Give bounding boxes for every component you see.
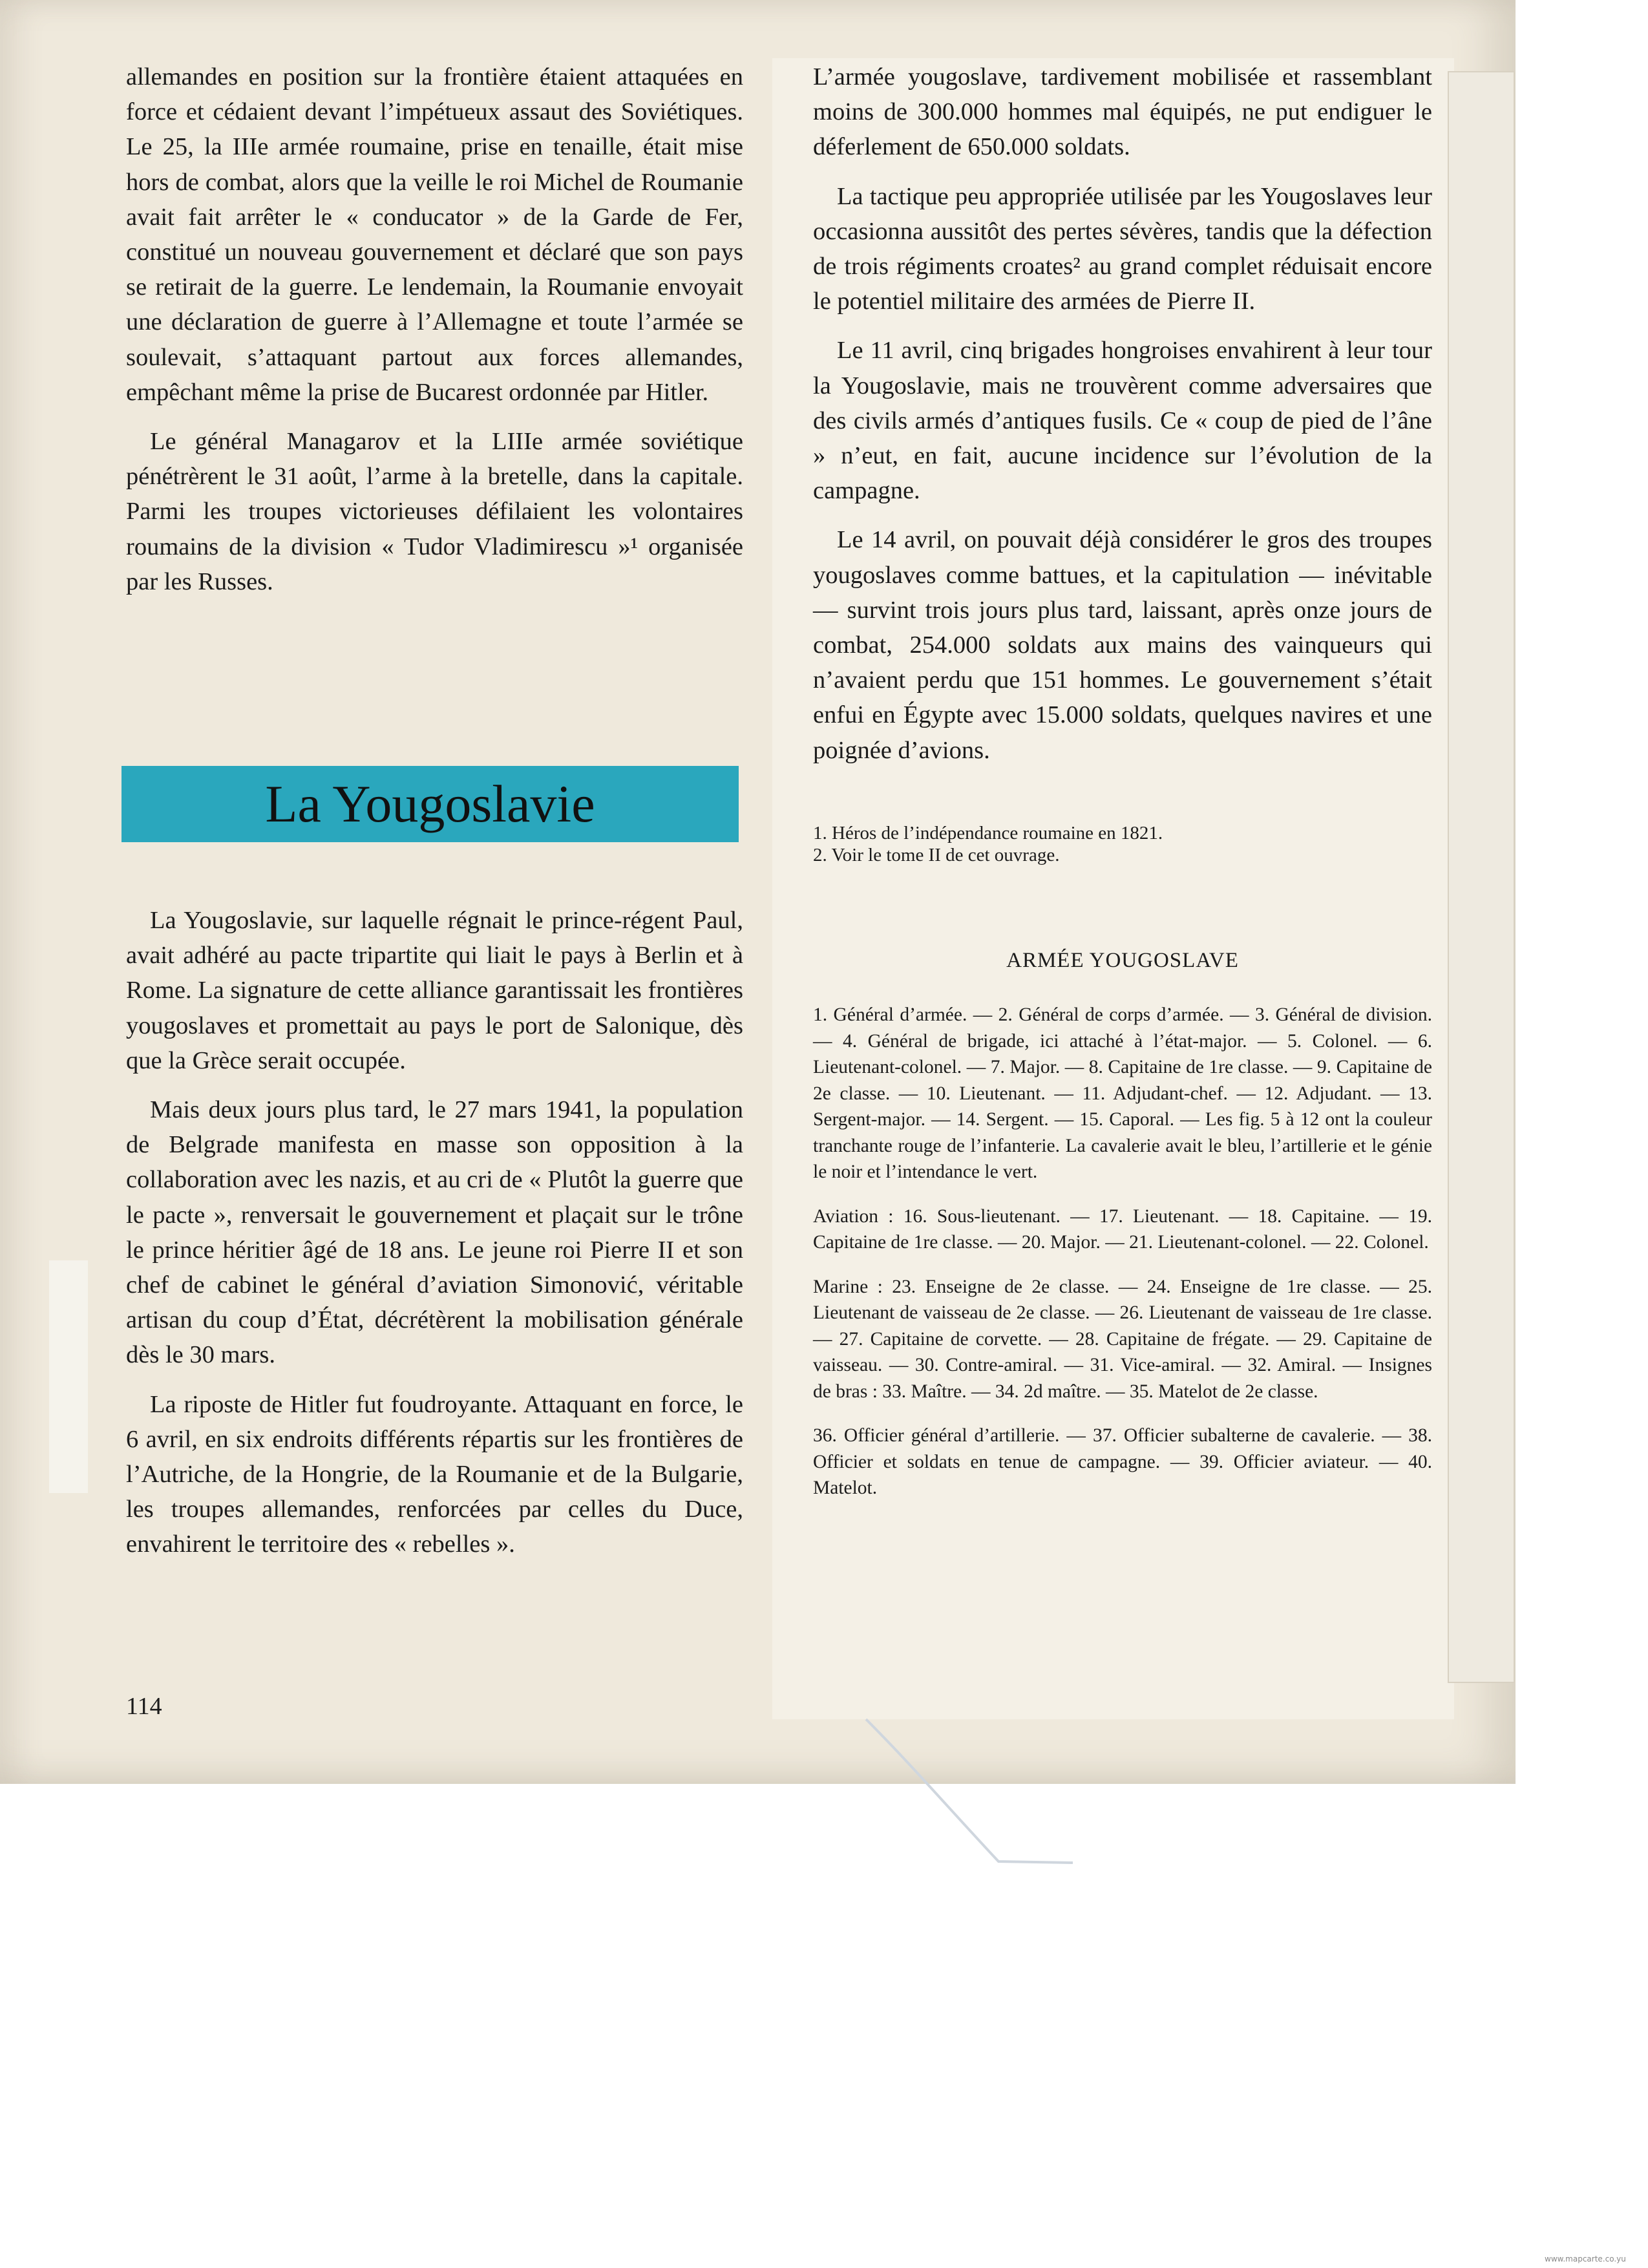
paragraph: La Yougoslavie, sur laquelle régnait le prince-régent Paul, avait adhéré au pacte tripartite qui liait le pays à Berlin et à Rome. La signature de cette alliance garantissait les frontières yougoslaves et promettait au pays le port de Salonique, dès que la Grèce serait occupée.	[126, 907, 743, 1074]
caption-paragraph: Marine : 23. Enseigne de 2e classe. — 24. Enseigne de 1re classe. — 25. Lieutenant de vaisseau de 2e classe. — 26. Lieutenant de vaisseau de 1re classe. — 27. Capitaine de corvette. — 28. Capitaine de frégate. — 29. Capitaine de vaisseau. — 30. Contre-amiral. — 31. Vice-amiral. — 32. Amiral. — Insignes de bras : 33. Maître. — 34. 2d maître. — 35. Matelot de 2e classe.	[813, 1276, 1432, 1402]
paragraph: Le 11 avril, cinq brigades hongroises envahirent à leur tour la Yougoslavie, mais ne trouvèrent comme adversaires que des civils armés d’antiques fusils. Ce « coup de pied de l’âne » n’eut, en fait, aucune incidence sur l’évolution de la campagne.	[813, 337, 1432, 505]
section-heading-band	[121, 766, 739, 842]
paragraph: allemandes en position sur la frontière étaient attaquées en force et cédaient devant l’impétueux assaut des Soviétiques. Le 25, la IIIe armée roumaine, prise en tenaille, était mise hors de combat, alors que la veille le roi Michel de Roumanie avait fait arrêter le « conducator » de la Garde de Fer, constitué un nouveau gouvernement et déclaré que son pays se retirait de la guerre. Le lendemain, la Roumanie envoyait une déclaration de guerre à l’Allemagne et toute l’armée se soulevait, s’attaquant partout aux forces allemandes, empêchant même la prise de Bucarest ordonnée par Hitler.	[126, 63, 743, 406]
caption-title: ARMÉE YOUGOSLAVE	[1006, 949, 1239, 972]
paragraph: La riposte de Hitler fut foudroyante. Attaquant en force, le 6 avril, en six endroits différents répartis sur les frontières de l’Autriche, de la Hongrie, de la Roumanie et de la Bulgarie, les troupes allemandes, renforcées par celles du Duce, envahirent le territoire des « rebelles ».	[126, 1390, 743, 1558]
paragraph: Le général Managarov et la LIIIe armée soviétique pénétrèrent le 31 août, l’arme à la bretelle, dans la capitale. Parmi les troupes victorieuses défilaient les volontaires roumains de la division « Tudor Vladimirescu »¹ organisée par les Russes.	[126, 428, 743, 595]
scan-scratch-mark	[840, 1706, 1086, 1887]
caption-paragraph: 1. Général d’armée. — 2. Général de corps d’armée. — 3. Général de division. — 4. Général de brigade, ici attaché à l’état-major. — 5. Colonel. — 6. Lieutenant-colonel. — 7. Major. — 8. Capitaine de 1re classe. — 9. Capitaine de 2e classe. — 10. Lieutenant. — 11. Adjudant-chef. — 12. Adjudant. — 13. Sergent-major. — 14. Sergent. — 15. Caporal. — Les fig. 5 à 12 ont la couleur tranchante rouge de l’infanterie. La cavalerie avait le bleu, l’artillerie et le génie le noir et l’intendance le vert.	[813, 1004, 1432, 1182]
tape-residue-mark	[43, 1260, 101, 1493]
page-edge-strip	[1448, 71, 1515, 1683]
footnote: 1. Héros de l’indépendance roumaine en 1821.	[813, 823, 1163, 843]
left-column-bottom	[126, 903, 743, 1576]
watermark: www.mapcarte.co.yu	[1545, 2254, 1626, 2263]
paragraph: L’armée yougoslave, tardivement mobilisée et rassemblant moins de 300.000 hommes mal équipés, ne put endiguer le déferlement de 650.000 soldats.	[813, 63, 1432, 161]
paragraph: La tactique peu appropriée utilisée par les Yougoslaves leur occasionna aussitôt des pertes sévères, tandis que la défection de trois régiments croates² au grand complet réduisait encore le potentiel militaire des armées de Pierre II.	[813, 182, 1432, 315]
section-heading: La Yougoslavie	[265, 774, 595, 833]
footnotes	[813, 822, 1432, 866]
caption-body	[813, 1002, 1432, 1520]
page-number: 114	[126, 1693, 162, 1720]
right-column	[813, 59, 1432, 782]
left-column-top	[126, 59, 743, 613]
caption-paragraph: 36. Officier général d’artillerie. — 37. Officier subalterne de cavalerie. — 38. Officier et soldats en tenue de campagne. — 39. Officier aviateur. — 40. Matelot.	[813, 1425, 1432, 1498]
paragraph: Mais deux jours plus tard, le 27 mars 1941, la population de Belgrade manifesta en masse son opposition à la collaboration avec les nazis, et au cri de « Plutôt la guerre que le pacte », renversait le gouvernement et plaçait sur le trône le prince héritier âgé de 18 ans. Le jeune roi Pierre II et son chef de cabinet le général d’aviation Simonović, véritable artisan du coup d’État, décrétèrent la mobilisation générale dès le 30 mars.	[126, 1096, 743, 1369]
caption-paragraph: Aviation : 16. Sous-lieutenant. — 17. Lieutenant. — 18. Capitaine. — 19. Capitaine de 1re classe. — 20. Major. — 21. Lieutenant-colonel. — 22. Colonel.	[813, 1205, 1432, 1253]
paragraph: Le 14 avril, on pouvait déjà considérer le gros des troupes yougoslaves comme battues, et la capitulation — inévitable — survint trois jours plus tard, laissant, après onze jours de combat, 254.000 soldats aux mains des vainqueurs qui n’avaient perdu que 151 hommes. Le gouvernement s’était enfui en Égypte avec 15.000 soldats, quelques navires et une poignée d’avions.	[813, 526, 1432, 764]
footnote: 2. Voir le tome II de cet ouvrage.	[813, 845, 1060, 865]
